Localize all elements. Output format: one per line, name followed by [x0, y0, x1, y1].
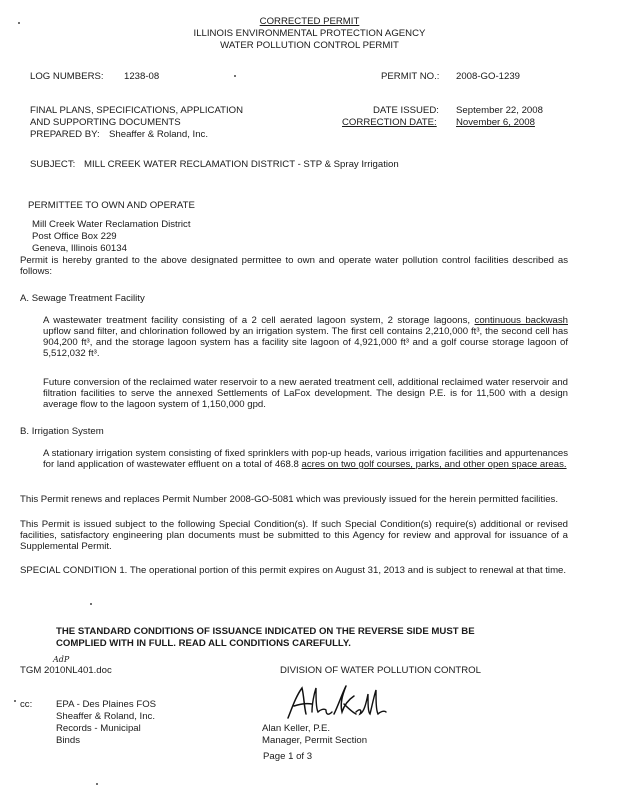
signature	[282, 682, 392, 724]
section-a-paragraph-1-start: A wastewater treatment facility consisting of a 2 cell aerated lagoon system, 2 storage lagoons,	[43, 315, 471, 326]
section-a-paragraph-1	[43, 315, 568, 359]
permit-type: WATER POLLUTION CONTROL PERMIT	[220, 40, 399, 51]
standard-conditions-line2: COMPLIED WITH IN FULL. READ ALL CONDITIONS CAREFULLY.	[56, 638, 351, 649]
scan-speck	[96, 783, 98, 785]
permittee-name: Mill Creek Water Reclamation District	[32, 219, 191, 230]
date-issued-label: DATE ISSUED:	[373, 105, 439, 116]
section-b-paragraph-underlined: acres on two golf courses, parks, and other open space areas.	[301, 459, 567, 470]
scan-speck	[14, 700, 16, 702]
final-plans-line1: FINAL PLANS, SPECIFICATIONS, APPLICATION	[30, 105, 244, 116]
standard-conditions-line1: THE STANDARD CONDITIONS OF ISSUANCE INDICATED ON THE REVERSE SIDE MUST BE	[56, 626, 475, 637]
signer-title: Manager, Permit Section	[262, 735, 368, 746]
section-b-paragraph	[43, 448, 568, 470]
correction-date-value: November 6, 2008	[456, 117, 535, 128]
document-title: CORRECTED PERMIT	[259, 16, 360, 27]
reference-label: TGM	[20, 665, 42, 676]
page-number: Page 1 of 3	[263, 751, 313, 762]
cc-item-4: Binds	[56, 735, 80, 746]
subject-text: MILL CREEK WATER RECLAMATION DISTRICT - STP & Spray Irrigation	[84, 159, 399, 170]
section-a-paragraph-1-rest: upflow sand filter, and chlorination followed by an irrigation system. The first cell contains 2,210,000 ft³, the second cell has 904,200 ft³, and the storage lagoon system has a facility site lagoon of 4,921,000 ft³ and a golf course storage lagoon of 5,512,032 ft³.	[43, 326, 568, 359]
prepared-by-label: PREPARED BY:	[30, 129, 100, 140]
agency-name: ILLINOIS ENVIRONMENTAL PROTECTION AGENCY	[193, 28, 426, 39]
log-numbers-value: 1238-08	[124, 71, 160, 82]
permittee-city: Geneva, Illinois 60134	[32, 243, 127, 254]
reference-initials: AdP	[53, 655, 70, 664]
scan-speck	[234, 75, 236, 77]
subject-label: SUBJECT:	[30, 159, 76, 170]
cc-item-3: Records - Municipal	[56, 723, 141, 734]
date-issued-value: September 22, 2008	[456, 105, 543, 116]
permit-no-value: 2008-GO-1239	[456, 71, 520, 82]
reference-value: 2010NL401.doc	[44, 665, 112, 676]
scan-speck	[90, 603, 92, 605]
final-plans-line2: AND SUPPORTING DOCUMENTS	[30, 117, 181, 128]
special-condition-1: SPECIAL CONDITION 1. The operational portion of this permit expires on August 31, 2013 and is subject to renewal at that time.	[20, 565, 567, 576]
intro-paragraph: Permit is hereby granted to the above designated permittee to own and operate water pollution control facilities described as follows:	[20, 255, 568, 277]
scan-speck	[18, 22, 20, 24]
section-b-paragraph-start: A stationary irrigation system consisting of fixed sprinklers with pop-up heads, various irrigation facilities and appurtenances for land application of wastewater effluent on a total of 468.8	[43, 448, 568, 470]
permittee-heading: PERMITTEE TO OWN AND OPERATE	[28, 200, 195, 211]
section-a-paragraph-2: Future conversion of the reclaimed water reservoir to a new aerated treatment cell, additional reclaimed water reservoir and filtration facilities to serve the annexed Settlements of LaFox development. The design P.E. is for 11,500 with a design average flow to the lagoon system of 1,150,000 gpd.	[43, 377, 568, 410]
section-b-heading: B. Irrigation System	[20, 426, 104, 437]
section-a-paragraph-1-underlined: continuous backwash	[474, 315, 568, 326]
permittee-box: Post Office Box 229	[32, 231, 117, 242]
special-conditions-intro: This Permit is issued subject to the following Special Condition(s). If such Special Condition(s) require(s) additional or revised facilities, satisfactory engineering plan documents must be submitted to this Agency for review and approval for issuance of a Supplemental Permit.	[20, 519, 568, 552]
log-numbers-label: LOG NUMBERS:	[30, 71, 104, 82]
cc-item-2: Sheaffer & Roland, Inc.	[56, 711, 156, 722]
correction-date-label: CORRECTION DATE:	[342, 117, 437, 128]
cc-item-1: EPA - Des Plaines FOS	[56, 699, 157, 710]
permit-no-label: PERMIT NO.:	[381, 71, 440, 82]
cc-label: cc:	[20, 699, 33, 710]
division-name: DIVISION OF WATER POLLUTION CONTROL	[280, 665, 481, 676]
section-a-heading: A. Sewage Treatment Facility	[20, 293, 145, 304]
renews-paragraph: This Permit renews and replaces Permit Number 2008-GO-5081 which was previously issued for the herein permitted facilities.	[20, 494, 559, 505]
prepared-by-value: Sheaffer & Roland, Inc.	[109, 129, 209, 140]
signer-name: Alan Keller, P.E.	[262, 723, 331, 734]
